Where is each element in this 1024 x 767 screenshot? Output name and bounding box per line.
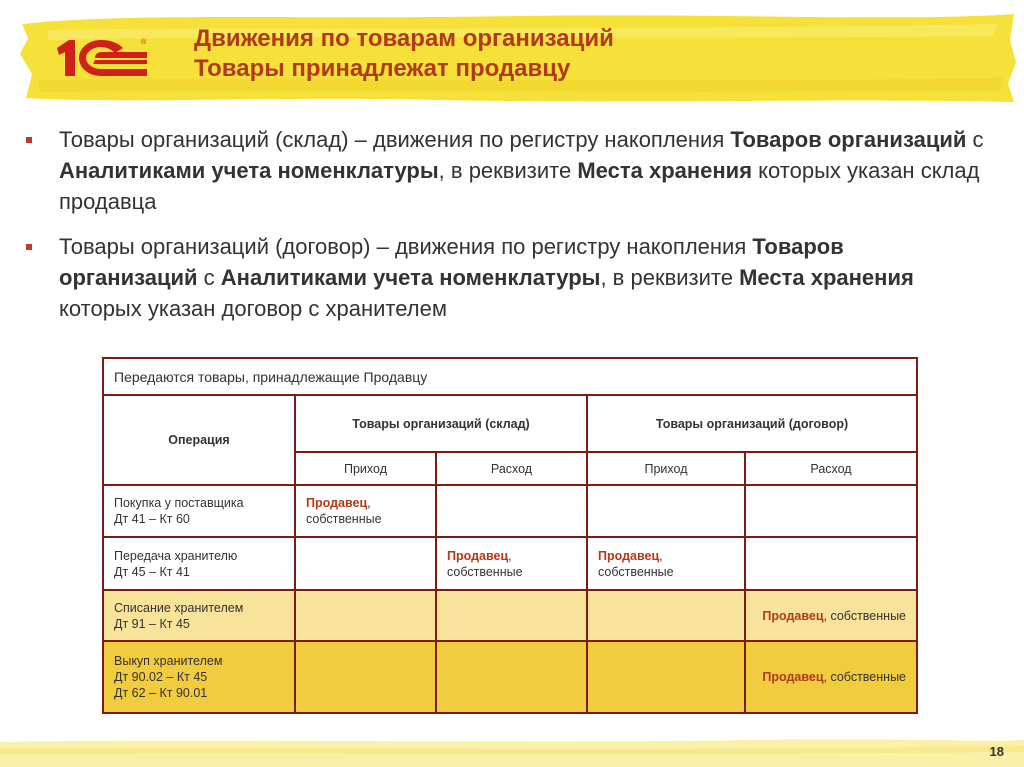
movements-table: [102, 357, 918, 714]
operation-entry: Дт 90.02 – Кт 45: [114, 670, 208, 684]
table-cell: [745, 537, 917, 590]
subheader-income: Приход: [295, 452, 436, 485]
operation-cell: [103, 537, 295, 590]
operation-cell: [103, 485, 295, 537]
table-cell: [295, 537, 436, 590]
bullet-bold: Товаров организаций: [59, 234, 844, 290]
bullet-marker-icon: [26, 137, 32, 143]
table-row: [103, 590, 917, 641]
table-cell: [587, 485, 745, 537]
table-cell: [745, 485, 917, 537]
bullet-text: , в реквизите: [438, 158, 578, 183]
seller-label: Продавец: [447, 548, 509, 563]
own-label: собственные: [306, 512, 382, 526]
table-cell: Продавец, собственные: [295, 485, 436, 537]
bullet-bold: Места хранения: [739, 265, 914, 290]
table-cell: Продавец, собственные: [587, 537, 745, 590]
own-label: собственные: [830, 608, 906, 623]
bullet-bold: Товаров организаций: [730, 127, 967, 152]
bullet-list: [26, 124, 986, 338]
own-label: собственные: [598, 564, 674, 579]
bullet-text: которых указан склад продавца: [59, 158, 980, 214]
bullet-text: которых указан договор с хранителем: [59, 296, 447, 321]
own-label: собственные: [830, 670, 906, 684]
bullet-item-contract: [26, 231, 986, 324]
footer-background: [0, 738, 1024, 767]
table-row: [103, 641, 917, 713]
bullet-marker-icon: [26, 244, 32, 250]
group-header-warehouse: Товары организаций (склад): [295, 395, 587, 452]
subheader-expense: Расход: [745, 452, 917, 485]
table-cell: [436, 485, 587, 537]
table-cell: [295, 590, 436, 641]
table-row: [103, 485, 917, 537]
table-cell: [587, 641, 745, 713]
table-cell: [587, 590, 745, 641]
page-number: 18: [989, 744, 1004, 759]
registered-mark: ®: [141, 39, 147, 46]
table-row: [103, 537, 917, 590]
operation-name: Передача хранителю: [114, 548, 238, 563]
bullet-text: Товары организаций (склад) – движения по регистру накопления: [59, 127, 731, 152]
table-cell: [436, 590, 587, 641]
table-cell: [745, 641, 917, 713]
bullet-text: , в реквизите: [600, 265, 740, 290]
separator: ,: [823, 608, 831, 623]
operation-header: Операция: [103, 395, 295, 485]
table-cell: [295, 641, 436, 713]
title-line-2: Товары принадлежат продавцу: [194, 55, 571, 82]
subheader-expense: Расход: [436, 452, 587, 485]
separator: ,: [823, 670, 831, 684]
table-caption: Передаются товары, принадлежащие Продавцу: [103, 358, 917, 395]
bullet-text: с: [966, 127, 984, 152]
bullet-bold: Аналитиками учета номенклатуры: [59, 158, 439, 183]
operation-entry: Дт 91 – Кт 45: [114, 616, 190, 631]
1c-logo: [55, 34, 151, 82]
operation-entry: Дт 45 – Кт 41: [114, 564, 190, 579]
page-title: [194, 24, 614, 84]
operation-entry: Дт 62 – Кт 90.01: [114, 686, 208, 700]
operation-name: Покупка у поставщика: [114, 496, 244, 510]
table-cell: Продавец, собственные: [436, 537, 587, 590]
seller-label: Продавец: [306, 496, 368, 510]
group-header-contract: Товары организаций (договор): [587, 395, 917, 452]
bullet-bold: Места хранения: [577, 158, 753, 183]
operation-cell: [103, 590, 295, 641]
bullet-item-warehouse: [26, 124, 986, 217]
bullet-text: с: [197, 265, 221, 290]
table-cell: [436, 641, 587, 713]
seller-label: Продавец: [762, 608, 824, 623]
table-cell: [745, 590, 917, 641]
operation-name: Списание хранителем: [114, 600, 244, 615]
seller-label: Продавец: [762, 670, 824, 684]
subheader-income: Приход: [587, 452, 745, 485]
operation-cell: [103, 641, 295, 713]
operation-name: Выкуп хранителем: [114, 654, 223, 668]
bullet-bold: Аналитиками учета номенклатуры: [220, 265, 601, 290]
bullet-text: Товары организаций (договор) – движения по регистру накопления: [59, 234, 753, 259]
own-label: собственные: [447, 564, 523, 579]
title-line-1: Движения по товарам организаций: [194, 25, 614, 52]
operation-entry: Дт 41 – Кт 60: [114, 512, 190, 526]
seller-label: Продавец: [598, 548, 660, 563]
